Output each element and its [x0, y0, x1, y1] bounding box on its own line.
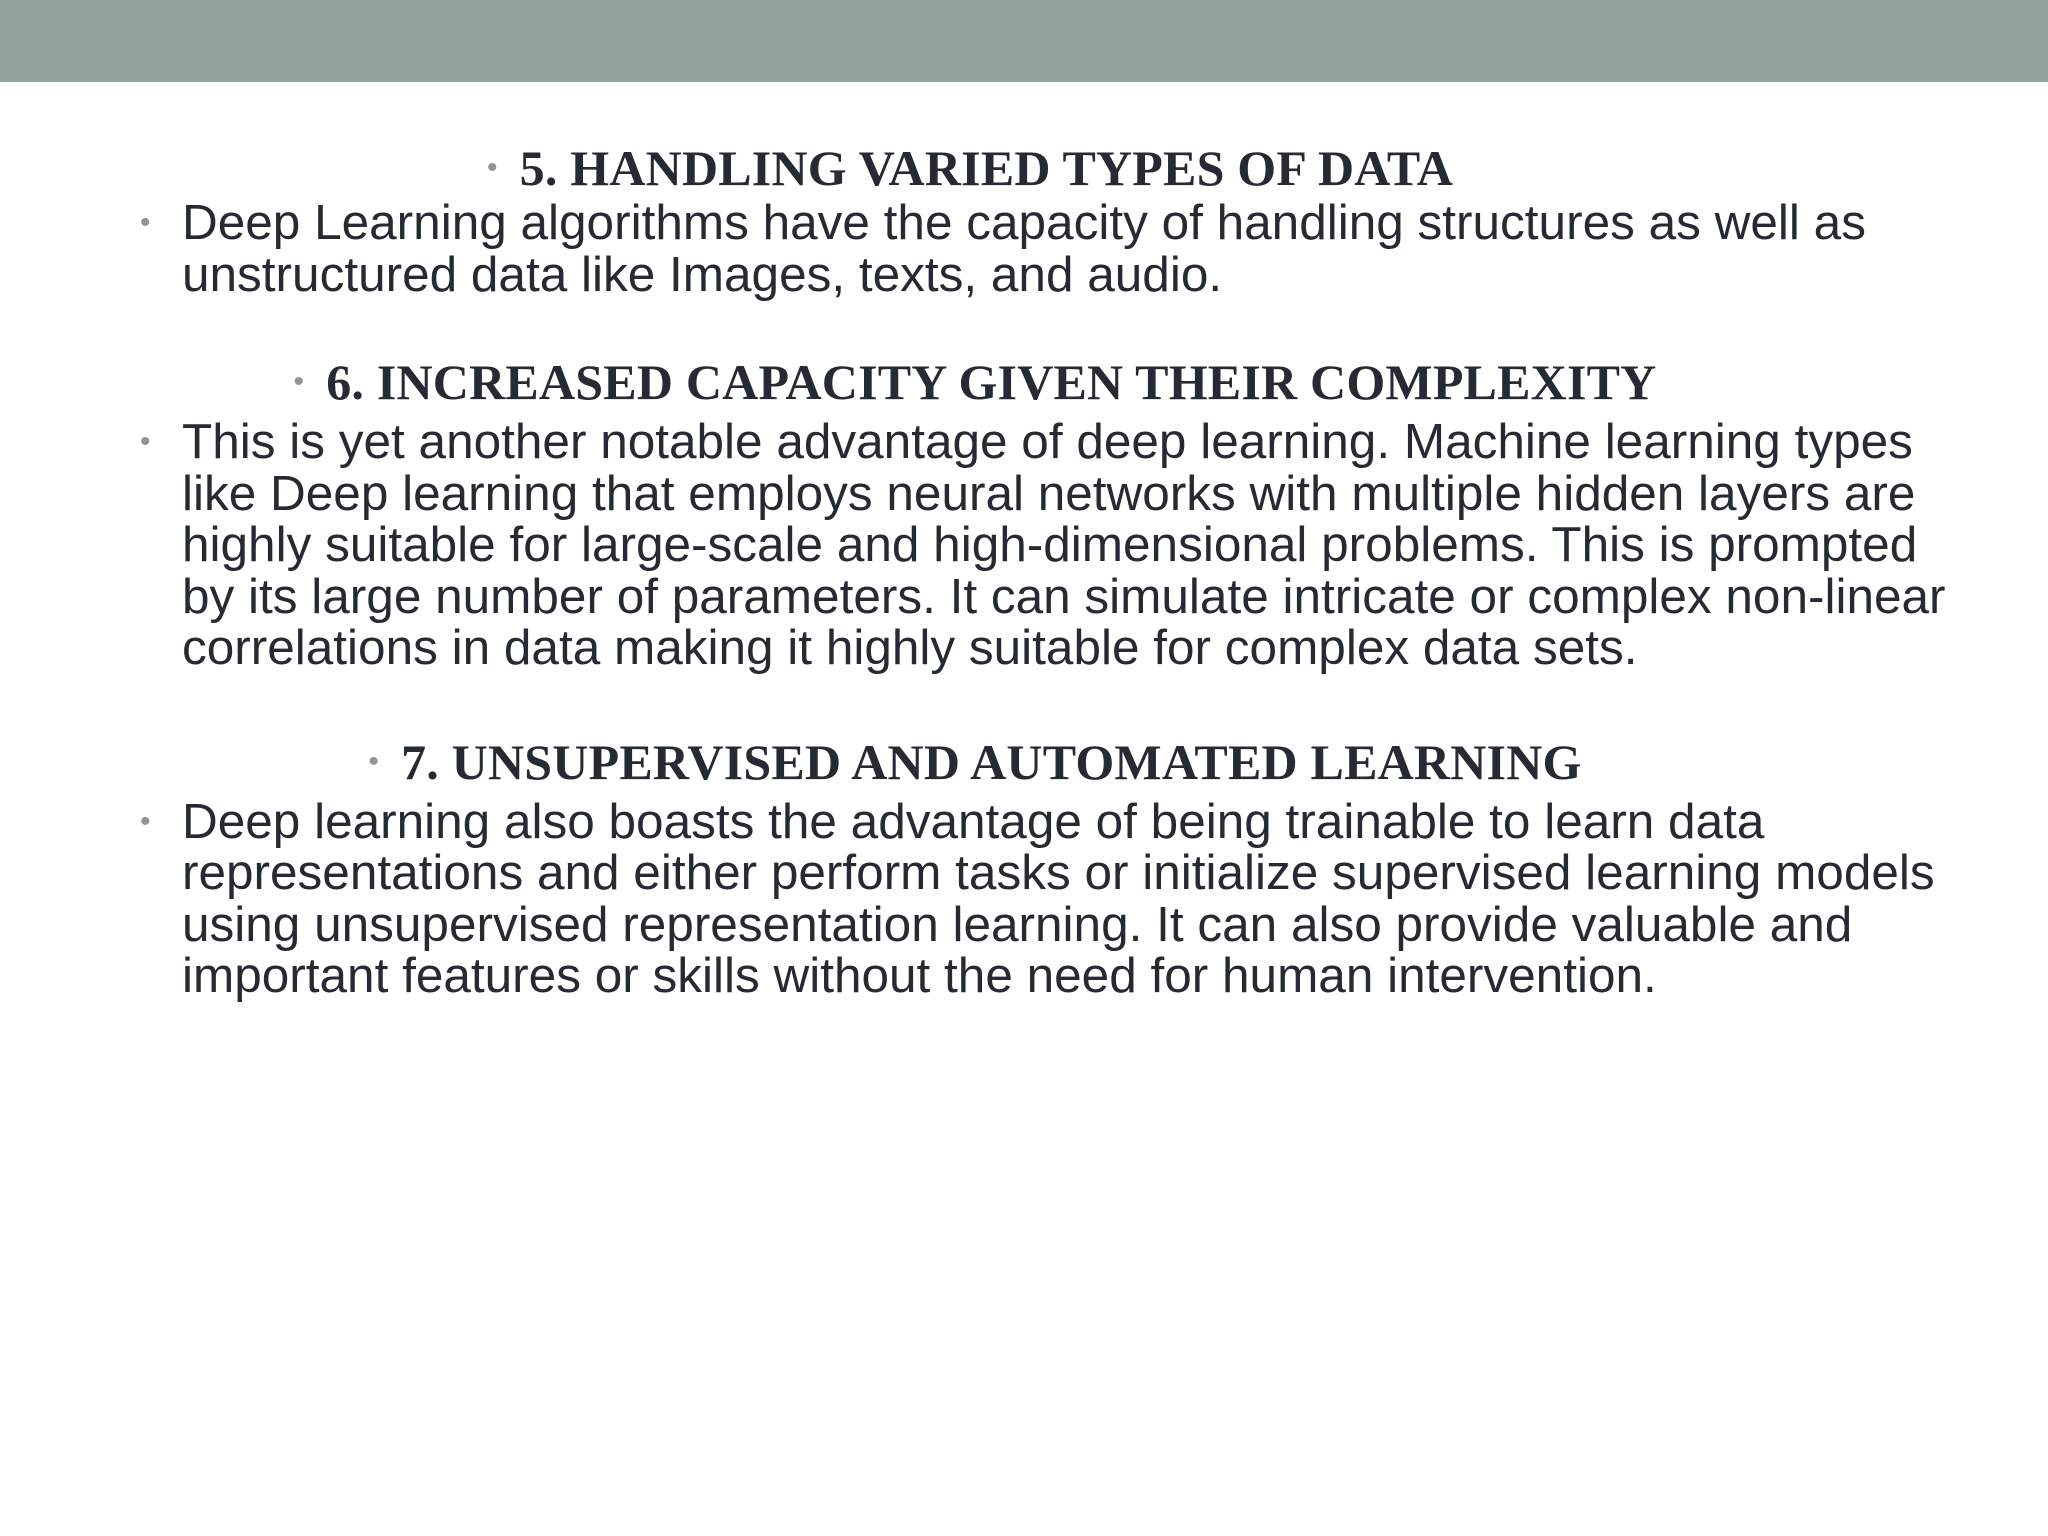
- bullet-icon: •: [486, 151, 498, 184]
- heading-text: 7. UNSUPERVISED AND AUTOMATED LEARNING: [401, 733, 1582, 790]
- body-text: This is yet another notable advantage of deep learning. Machine learning types like Deep learning that employs neural networks with multiple hidden layers are highly suitable for large-scale and high-dimensional problems. This is prompted by its large number of parameters. It can simulate intricate or complex non-linear correlations in data making it highly suitable for complex data sets.: [182, 414, 1946, 675]
- body-text: Deep learning also boasts the advantage of being trainable to learn data representations and either perform tasks or initialize supervised learning models using unsupervised representation learning. It can also provide valuable and important features or skills without the need for human intervention.: [182, 793, 1935, 1003]
- section-heading-7: [260, 732, 1690, 792]
- bullet-icon: •: [368, 744, 380, 778]
- body-text: Deep Learning algorithms have the capacity of handling structures as well as unstructured data like Images, texts, and audio.: [182, 195, 1866, 302]
- top-accent-band: [0, 0, 2048, 82]
- section-body-6: [140, 416, 1960, 674]
- section-heading-6: [260, 352, 1690, 412]
- bullet-icon: •: [140, 425, 151, 458]
- section-body-7: [140, 793, 1960, 1003]
- section-body-5: [140, 197, 1960, 300]
- section-heading-5: [255, 138, 1685, 198]
- bullet-icon: •: [140, 804, 151, 838]
- bullet-icon: •: [140, 206, 151, 239]
- heading-text: 6. INCREASED CAPACITY GIVEN THEIR COMPLEXITY: [326, 354, 1657, 410]
- slide-content: [140, 138, 1960, 1002]
- bullet-icon: •: [293, 365, 305, 398]
- heading-text: 5. HANDLING VARIED TYPES OF DATA: [519, 140, 1454, 196]
